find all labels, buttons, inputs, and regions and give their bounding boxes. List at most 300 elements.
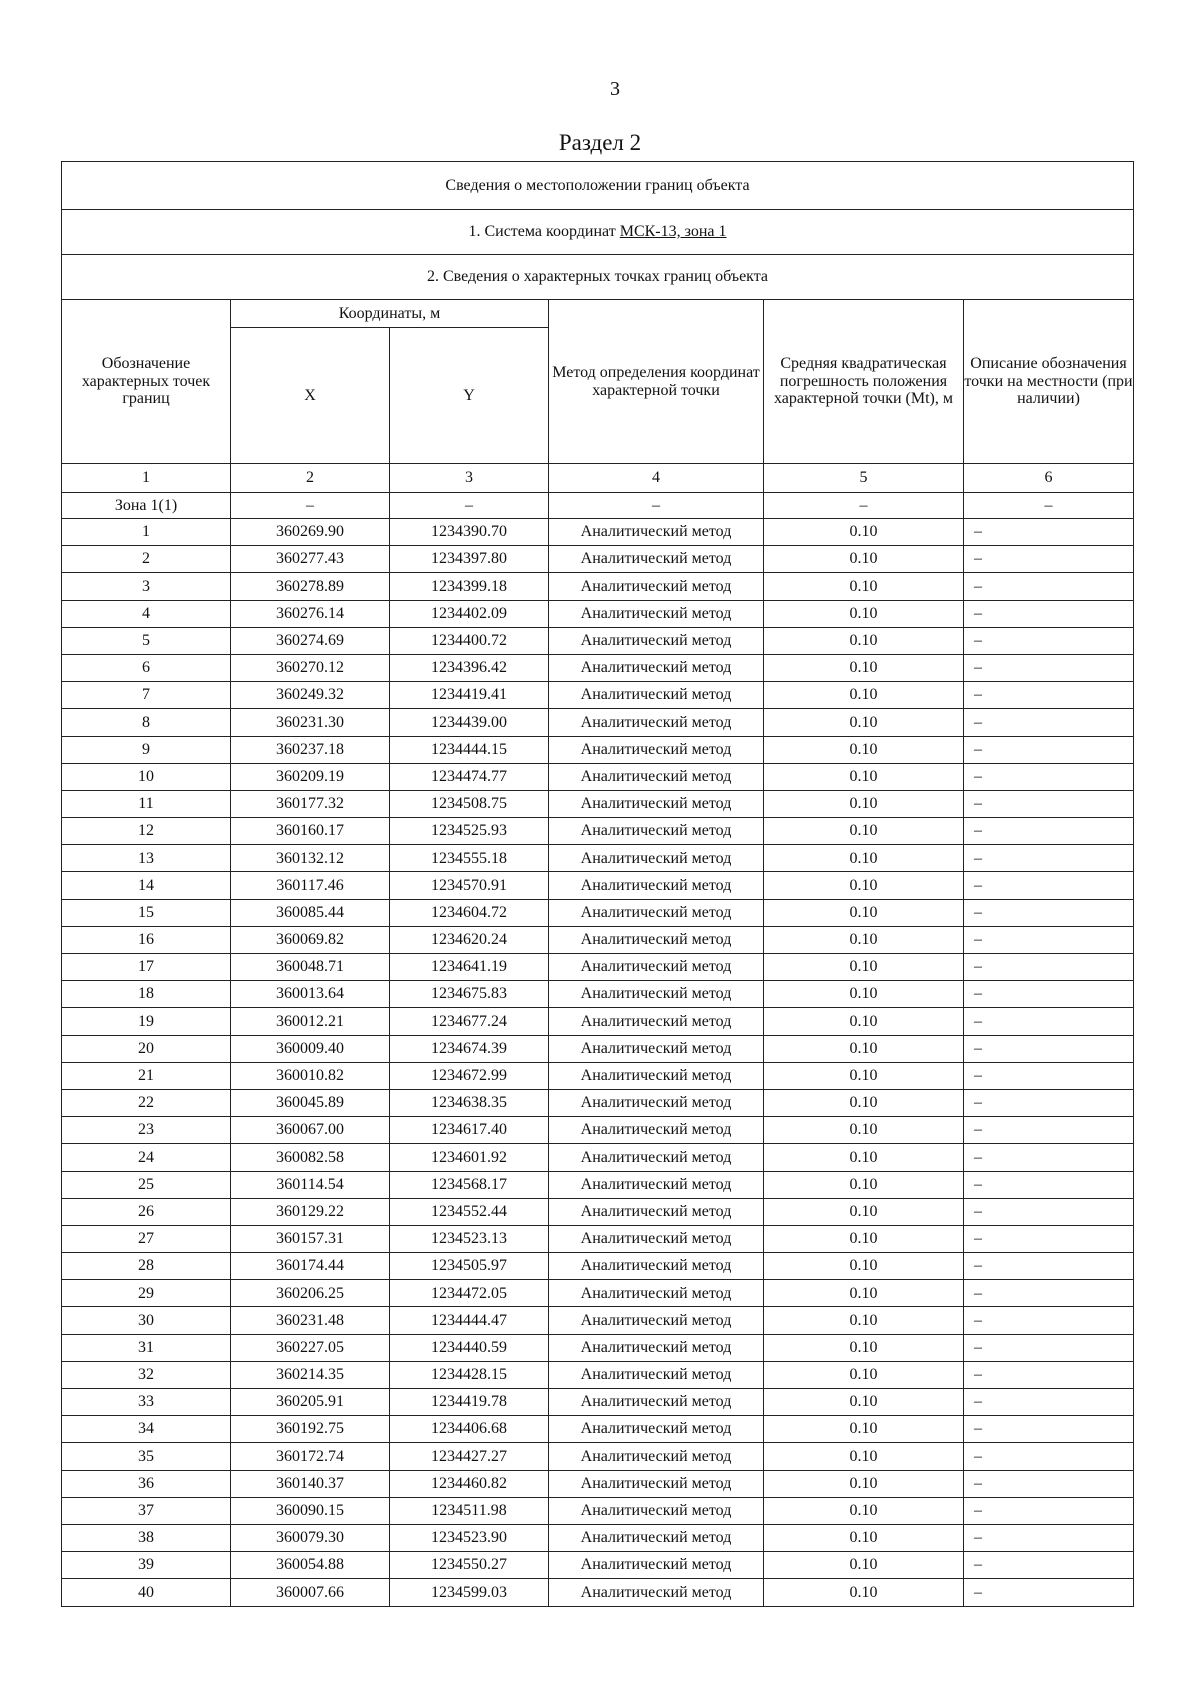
point-id-cell: 25 bbox=[62, 1171, 231, 1198]
description-cell: – bbox=[964, 1334, 1134, 1361]
x-coord-cell: 360206.25 bbox=[231, 1280, 390, 1307]
header-row bbox=[62, 300, 1134, 328]
x-coord-cell: 360205.91 bbox=[231, 1389, 390, 1416]
method-cell: Аналитический метод bbox=[549, 573, 764, 600]
zone-row bbox=[62, 493, 1134, 519]
method-cell: Аналитический метод bbox=[549, 1579, 764, 1606]
point-id-cell: 12 bbox=[62, 818, 231, 845]
method-cell: Аналитический метод bbox=[549, 600, 764, 627]
description-cell: – bbox=[964, 546, 1134, 573]
method-cell: Аналитический метод bbox=[549, 1117, 764, 1144]
point-id-cell: 7 bbox=[62, 682, 231, 709]
error-cell: 0.10 bbox=[764, 682, 964, 709]
table-row bbox=[62, 1361, 1134, 1388]
point-id-cell: 10 bbox=[62, 763, 231, 790]
point-id-cell: 26 bbox=[62, 1198, 231, 1225]
table-row bbox=[62, 926, 1134, 953]
point-id-cell: 39 bbox=[62, 1552, 231, 1579]
table-row bbox=[62, 1117, 1134, 1144]
method-cell: Аналитический метод bbox=[549, 818, 764, 845]
x-coord-cell: 360231.48 bbox=[231, 1307, 390, 1334]
column-number: 6 bbox=[964, 464, 1134, 493]
x-coord-cell: 360231.30 bbox=[231, 709, 390, 736]
method-cell: Аналитический метод bbox=[549, 1443, 764, 1470]
error-cell: 0.10 bbox=[764, 1334, 964, 1361]
y-coord-cell: 1234601.92 bbox=[390, 1144, 549, 1171]
description-cell: – bbox=[964, 627, 1134, 654]
description-cell: – bbox=[964, 790, 1134, 817]
error-cell: 0.10 bbox=[764, 573, 964, 600]
table-row bbox=[62, 736, 1134, 763]
description-cell: – bbox=[964, 709, 1134, 736]
x-coord-cell: 360117.46 bbox=[231, 872, 390, 899]
description-cell: – bbox=[964, 682, 1134, 709]
method-cell: Аналитический метод bbox=[549, 1008, 764, 1035]
description-cell: – bbox=[964, 1225, 1134, 1252]
point-id-cell: 20 bbox=[62, 1035, 231, 1062]
table-row bbox=[62, 546, 1134, 573]
table-row bbox=[62, 1253, 1134, 1280]
table-row bbox=[62, 1552, 1134, 1579]
x-coord-cell: 360079.30 bbox=[231, 1524, 390, 1551]
table-row bbox=[62, 573, 1134, 600]
boundary-points-table bbox=[61, 161, 1134, 1607]
point-id-cell: 5 bbox=[62, 627, 231, 654]
description-cell: – bbox=[964, 1008, 1134, 1035]
method-cell: Аналитический метод bbox=[549, 1280, 764, 1307]
x-coord-cell: 360132.12 bbox=[231, 845, 390, 872]
table-row bbox=[62, 872, 1134, 899]
error-cell: 0.10 bbox=[764, 519, 964, 546]
error-cell: 0.10 bbox=[764, 1008, 964, 1035]
table-row bbox=[62, 763, 1134, 790]
y-coord-cell: 1234568.17 bbox=[390, 1171, 549, 1198]
method-cell: Аналитический метод bbox=[549, 1253, 764, 1280]
coord-system-row bbox=[62, 210, 1134, 255]
description-cell: – bbox=[964, 1035, 1134, 1062]
page-number: 3 bbox=[610, 78, 620, 100]
method-cell: Аналитический метод bbox=[549, 1307, 764, 1334]
method-cell: Аналитический метод bbox=[549, 926, 764, 953]
description-cell: – bbox=[964, 1280, 1134, 1307]
y-coord-cell: 1234604.72 bbox=[390, 899, 549, 926]
x-coord-cell: 360237.18 bbox=[231, 736, 390, 763]
header-point: Обозначение характерных точек границ bbox=[62, 300, 231, 464]
point-id-cell: 31 bbox=[62, 1334, 231, 1361]
description-cell: – bbox=[964, 600, 1134, 627]
x-coord-cell: 360172.74 bbox=[231, 1443, 390, 1470]
point-id-cell: 19 bbox=[62, 1008, 231, 1035]
y-coord-cell: 1234399.18 bbox=[390, 573, 549, 600]
method-cell: Аналитический метод bbox=[549, 790, 764, 817]
x-coord-cell: 360054.88 bbox=[231, 1552, 390, 1579]
point-id-cell: 30 bbox=[62, 1307, 231, 1334]
column-number: 4 bbox=[549, 464, 764, 493]
point-id-cell: 28 bbox=[62, 1253, 231, 1280]
table-row bbox=[62, 1389, 1134, 1416]
description-cell: – bbox=[964, 1253, 1134, 1280]
method-cell: Аналитический метод bbox=[549, 1225, 764, 1252]
x-coord-cell: 360090.15 bbox=[231, 1497, 390, 1524]
method-cell: Аналитический метод bbox=[549, 1035, 764, 1062]
point-id-cell: 17 bbox=[62, 954, 231, 981]
table-row bbox=[62, 1035, 1134, 1062]
x-coord-cell: 360009.40 bbox=[231, 1035, 390, 1062]
x-coord-cell: 360085.44 bbox=[231, 899, 390, 926]
method-cell: Аналитический метод bbox=[549, 546, 764, 573]
error-cell: 0.10 bbox=[764, 1497, 964, 1524]
error-cell: 0.10 bbox=[764, 1416, 964, 1443]
y-coord-cell: 1234419.78 bbox=[390, 1389, 549, 1416]
table-row bbox=[62, 1198, 1134, 1225]
column-number: 5 bbox=[764, 464, 964, 493]
x-coord-cell: 360209.19 bbox=[231, 763, 390, 790]
error-cell: 0.10 bbox=[764, 1579, 964, 1606]
y-coord-cell: 1234641.19 bbox=[390, 954, 549, 981]
points-title: 2. Сведения о характерных точках границ объекта bbox=[62, 255, 1134, 300]
table-row bbox=[62, 981, 1134, 1008]
y-coord-cell: 1234402.09 bbox=[390, 600, 549, 627]
x-coord-cell: 360278.89 bbox=[231, 573, 390, 600]
error-cell: 0.10 bbox=[764, 627, 964, 654]
point-id-cell: 3 bbox=[62, 573, 231, 600]
table-row bbox=[62, 1334, 1134, 1361]
table-row bbox=[62, 682, 1134, 709]
x-coord-cell: 360249.32 bbox=[231, 682, 390, 709]
point-id-cell: 6 bbox=[62, 654, 231, 681]
description-cell: – bbox=[964, 1443, 1134, 1470]
point-id-cell: 2 bbox=[62, 546, 231, 573]
x-coord-cell: 360045.89 bbox=[231, 1089, 390, 1116]
y-coord-cell: 1234390.70 bbox=[390, 519, 549, 546]
coord-system-value: МСК-13, зона 1 bbox=[619, 223, 727, 241]
point-id-cell: 21 bbox=[62, 1062, 231, 1089]
description-cell: – bbox=[964, 1307, 1134, 1334]
zone-cell: – bbox=[390, 493, 549, 519]
point-id-cell: 29 bbox=[62, 1280, 231, 1307]
x-coord-cell: 360114.54 bbox=[231, 1171, 390, 1198]
y-coord-cell: 1234444.47 bbox=[390, 1307, 549, 1334]
error-cell: 0.10 bbox=[764, 1144, 964, 1171]
error-cell: 0.10 bbox=[764, 1171, 964, 1198]
x-coord-cell: 360277.43 bbox=[231, 546, 390, 573]
header-error: Средняя квадратическая погрешность положения характерной точки (Mt), м bbox=[764, 300, 964, 464]
point-id-cell: 38 bbox=[62, 1524, 231, 1551]
x-coord-cell: 360069.82 bbox=[231, 926, 390, 953]
method-cell: Аналитический метод bbox=[549, 1552, 764, 1579]
table-row bbox=[62, 519, 1134, 546]
description-cell: – bbox=[964, 1144, 1134, 1171]
description-cell: – bbox=[964, 736, 1134, 763]
description-cell: – bbox=[964, 981, 1134, 1008]
table-row bbox=[62, 845, 1134, 872]
column-number: 1 bbox=[62, 464, 231, 493]
table-title: Сведения о местоположении границ объекта bbox=[62, 162, 1134, 210]
x-coord-cell: 360276.14 bbox=[231, 600, 390, 627]
y-coord-cell: 1234419.41 bbox=[390, 682, 549, 709]
table-row bbox=[62, 1524, 1134, 1551]
error-cell: 0.10 bbox=[764, 954, 964, 981]
zone-cell: – bbox=[549, 493, 764, 519]
table-row bbox=[62, 1062, 1134, 1089]
y-coord-cell: 1234508.75 bbox=[390, 790, 549, 817]
point-id-cell: 23 bbox=[62, 1117, 231, 1144]
y-coord-cell: 1234427.27 bbox=[390, 1443, 549, 1470]
table-row bbox=[62, 899, 1134, 926]
error-cell: 0.10 bbox=[764, 926, 964, 953]
y-coord-cell: 1234674.39 bbox=[390, 1035, 549, 1062]
method-cell: Аналитический метод bbox=[549, 763, 764, 790]
error-cell: 0.10 bbox=[764, 600, 964, 627]
error-cell: 0.10 bbox=[764, 1280, 964, 1307]
y-coord-cell: 1234439.00 bbox=[390, 709, 549, 736]
error-cell: 0.10 bbox=[764, 1035, 964, 1062]
point-id-cell: 14 bbox=[62, 872, 231, 899]
zone-cell: – bbox=[231, 493, 390, 519]
x-coord-cell: 360012.21 bbox=[231, 1008, 390, 1035]
method-cell: Аналитический метод bbox=[549, 1144, 764, 1171]
error-cell: 0.10 bbox=[764, 899, 964, 926]
y-coord-cell: 1234523.90 bbox=[390, 1524, 549, 1551]
table-row bbox=[62, 1497, 1134, 1524]
description-cell: – bbox=[964, 1117, 1134, 1144]
method-cell: Аналитический метод bbox=[549, 1416, 764, 1443]
table-row bbox=[62, 709, 1134, 736]
error-cell: 0.10 bbox=[764, 1062, 964, 1089]
error-cell: 0.10 bbox=[764, 1361, 964, 1388]
y-coord-cell: 1234397.80 bbox=[390, 546, 549, 573]
method-cell: Аналитический метод bbox=[549, 899, 764, 926]
y-coord-cell: 1234460.82 bbox=[390, 1470, 549, 1497]
method-cell: Аналитический метод bbox=[549, 981, 764, 1008]
point-id-cell: 40 bbox=[62, 1579, 231, 1606]
description-cell: – bbox=[964, 1089, 1134, 1116]
error-cell: 0.10 bbox=[764, 1225, 964, 1252]
coord-system-label: 1. Система координат bbox=[468, 223, 620, 241]
table-row bbox=[62, 627, 1134, 654]
point-id-cell: 8 bbox=[62, 709, 231, 736]
error-cell: 0.10 bbox=[764, 818, 964, 845]
y-coord-cell: 1234552.44 bbox=[390, 1198, 549, 1225]
error-cell: 0.10 bbox=[764, 709, 964, 736]
table-row bbox=[62, 600, 1134, 627]
method-cell: Аналитический метод bbox=[549, 1497, 764, 1524]
method-cell: Аналитический метод bbox=[549, 1334, 764, 1361]
x-coord-cell: 360177.32 bbox=[231, 790, 390, 817]
method-cell: Аналитический метод bbox=[549, 1198, 764, 1225]
method-cell: Аналитический метод bbox=[549, 1470, 764, 1497]
table-row bbox=[62, 1416, 1134, 1443]
y-coord-cell: 1234525.93 bbox=[390, 818, 549, 845]
y-coord-cell: 1234672.99 bbox=[390, 1062, 549, 1089]
point-id-cell: 34 bbox=[62, 1416, 231, 1443]
x-coord-cell: 360270.12 bbox=[231, 654, 390, 681]
method-cell: Аналитический метод bbox=[549, 736, 764, 763]
section-title: Раздел 2 bbox=[558, 130, 642, 155]
x-coord-cell: 360013.64 bbox=[231, 981, 390, 1008]
method-cell: Аналитический метод bbox=[549, 1062, 764, 1089]
error-cell: 0.10 bbox=[764, 763, 964, 790]
table-row bbox=[62, 1171, 1134, 1198]
y-coord-cell: 1234570.91 bbox=[390, 872, 549, 899]
point-id-cell: 24 bbox=[62, 1144, 231, 1171]
x-coord-cell: 360129.22 bbox=[231, 1198, 390, 1225]
error-cell: 0.10 bbox=[764, 1253, 964, 1280]
error-cell: 0.10 bbox=[764, 981, 964, 1008]
description-cell: – bbox=[964, 818, 1134, 845]
y-coord-cell: 1234550.27 bbox=[390, 1552, 549, 1579]
description-cell: – bbox=[964, 954, 1134, 981]
y-coord-cell: 1234444.15 bbox=[390, 736, 549, 763]
error-cell: 0.10 bbox=[764, 1198, 964, 1225]
error-cell: 0.10 bbox=[764, 1307, 964, 1334]
method-cell: Аналитический метод bbox=[549, 1524, 764, 1551]
header-coords: Координаты, м bbox=[231, 300, 549, 328]
description-cell: – bbox=[964, 1579, 1134, 1606]
y-coord-cell: 1234406.68 bbox=[390, 1416, 549, 1443]
coord-system-cell bbox=[62, 210, 1134, 255]
error-cell: 0.10 bbox=[764, 736, 964, 763]
y-coord-cell: 1234675.83 bbox=[390, 981, 549, 1008]
table-row bbox=[62, 1008, 1134, 1035]
y-coord-cell: 1234396.42 bbox=[390, 654, 549, 681]
x-coord-cell: 360214.35 bbox=[231, 1361, 390, 1388]
point-id-cell: 9 bbox=[62, 736, 231, 763]
method-cell: Аналитический метод bbox=[549, 845, 764, 872]
method-cell: Аналитический метод bbox=[549, 709, 764, 736]
point-id-cell: 18 bbox=[62, 981, 231, 1008]
x-coord-cell: 360010.82 bbox=[231, 1062, 390, 1089]
y-coord-cell: 1234428.15 bbox=[390, 1361, 549, 1388]
y-coord-cell: 1234638.35 bbox=[390, 1089, 549, 1116]
header-description: Описание обозначения точки на местности (при наличии) bbox=[964, 300, 1134, 464]
zone-cell: – bbox=[764, 493, 964, 519]
method-cell: Аналитический метод bbox=[549, 654, 764, 681]
zone-cell: – bbox=[964, 493, 1134, 519]
description-cell: – bbox=[964, 654, 1134, 681]
y-coord-cell: 1234505.97 bbox=[390, 1253, 549, 1280]
header-y: Y bbox=[390, 328, 549, 464]
x-coord-cell: 360157.31 bbox=[231, 1225, 390, 1252]
table-row bbox=[62, 1307, 1134, 1334]
x-coord-cell: 360082.58 bbox=[231, 1144, 390, 1171]
table-title-row bbox=[62, 162, 1134, 210]
method-cell: Аналитический метод bbox=[549, 954, 764, 981]
table-row bbox=[62, 1470, 1134, 1497]
table-row bbox=[62, 1443, 1134, 1470]
method-cell: Аналитический метод bbox=[549, 519, 764, 546]
description-cell: – bbox=[964, 1552, 1134, 1579]
error-cell: 0.10 bbox=[764, 1089, 964, 1116]
error-cell: 0.10 bbox=[764, 872, 964, 899]
description-cell: – bbox=[964, 899, 1134, 926]
x-coord-cell: 360274.69 bbox=[231, 627, 390, 654]
y-coord-cell: 1234677.24 bbox=[390, 1008, 549, 1035]
x-coord-cell: 360007.66 bbox=[231, 1579, 390, 1606]
table-row bbox=[62, 1225, 1134, 1252]
error-cell: 0.10 bbox=[764, 1443, 964, 1470]
method-cell: Аналитический метод bbox=[549, 1171, 764, 1198]
point-id-cell: 4 bbox=[62, 600, 231, 627]
point-id-cell: 27 bbox=[62, 1225, 231, 1252]
description-cell: – bbox=[964, 1062, 1134, 1089]
column-number: 3 bbox=[390, 464, 549, 493]
y-coord-cell: 1234523.13 bbox=[390, 1225, 549, 1252]
column-number-row bbox=[62, 464, 1134, 493]
header-method: Метод определения координат характерной точки bbox=[549, 300, 764, 464]
description-cell: – bbox=[964, 573, 1134, 600]
point-id-cell: 11 bbox=[62, 790, 231, 817]
method-cell: Аналитический метод bbox=[549, 872, 764, 899]
y-coord-cell: 1234472.05 bbox=[390, 1280, 549, 1307]
y-coord-cell: 1234617.40 bbox=[390, 1117, 549, 1144]
x-coord-cell: 360067.00 bbox=[231, 1117, 390, 1144]
table-row bbox=[62, 954, 1134, 981]
point-id-cell: 32 bbox=[62, 1361, 231, 1388]
x-coord-cell: 360140.37 bbox=[231, 1470, 390, 1497]
zone-cell: Зона 1(1) bbox=[62, 493, 231, 519]
description-cell: – bbox=[964, 1198, 1134, 1225]
y-coord-cell: 1234511.98 bbox=[390, 1497, 549, 1524]
table-row bbox=[62, 1579, 1134, 1606]
error-cell: 0.10 bbox=[764, 790, 964, 817]
description-cell: – bbox=[964, 872, 1134, 899]
point-id-cell: 1 bbox=[62, 519, 231, 546]
x-coord-cell: 360227.05 bbox=[231, 1334, 390, 1361]
error-cell: 0.10 bbox=[764, 654, 964, 681]
description-cell: – bbox=[964, 763, 1134, 790]
x-coord-cell: 360048.71 bbox=[231, 954, 390, 981]
y-coord-cell: 1234599.03 bbox=[390, 1579, 549, 1606]
error-cell: 0.10 bbox=[764, 546, 964, 573]
description-cell: – bbox=[964, 1524, 1134, 1551]
point-id-cell: 37 bbox=[62, 1497, 231, 1524]
point-id-cell: 22 bbox=[62, 1089, 231, 1116]
table-row bbox=[62, 1089, 1134, 1116]
table-row bbox=[62, 1280, 1134, 1307]
header-x: X bbox=[231, 328, 390, 464]
error-cell: 0.10 bbox=[764, 1524, 964, 1551]
x-coord-cell: 360269.90 bbox=[231, 519, 390, 546]
point-id-cell: 15 bbox=[62, 899, 231, 926]
description-cell: – bbox=[964, 1497, 1134, 1524]
error-cell: 0.10 bbox=[764, 1470, 964, 1497]
point-id-cell: 13 bbox=[62, 845, 231, 872]
point-id-cell: 36 bbox=[62, 1470, 231, 1497]
method-cell: Аналитический метод bbox=[549, 627, 764, 654]
y-coord-cell: 1234400.72 bbox=[390, 627, 549, 654]
point-id-cell: 16 bbox=[62, 926, 231, 953]
error-cell: 0.10 bbox=[764, 1389, 964, 1416]
table-row bbox=[62, 790, 1134, 817]
method-cell: Аналитический метод bbox=[549, 1361, 764, 1388]
x-coord-cell: 360174.44 bbox=[231, 1253, 390, 1280]
description-cell: – bbox=[964, 845, 1134, 872]
y-coord-cell: 1234620.24 bbox=[390, 926, 549, 953]
description-cell: – bbox=[964, 1361, 1134, 1388]
y-coord-cell: 1234555.18 bbox=[390, 845, 549, 872]
error-cell: 0.10 bbox=[764, 1117, 964, 1144]
description-cell: – bbox=[964, 519, 1134, 546]
description-cell: – bbox=[964, 1470, 1134, 1497]
table-row bbox=[62, 654, 1134, 681]
y-coord-cell: 1234440.59 bbox=[390, 1334, 549, 1361]
points-title-row bbox=[62, 255, 1134, 300]
table-row bbox=[62, 818, 1134, 845]
description-cell: – bbox=[964, 1416, 1134, 1443]
point-id-cell: 33 bbox=[62, 1389, 231, 1416]
method-cell: Аналитический метод bbox=[549, 1089, 764, 1116]
